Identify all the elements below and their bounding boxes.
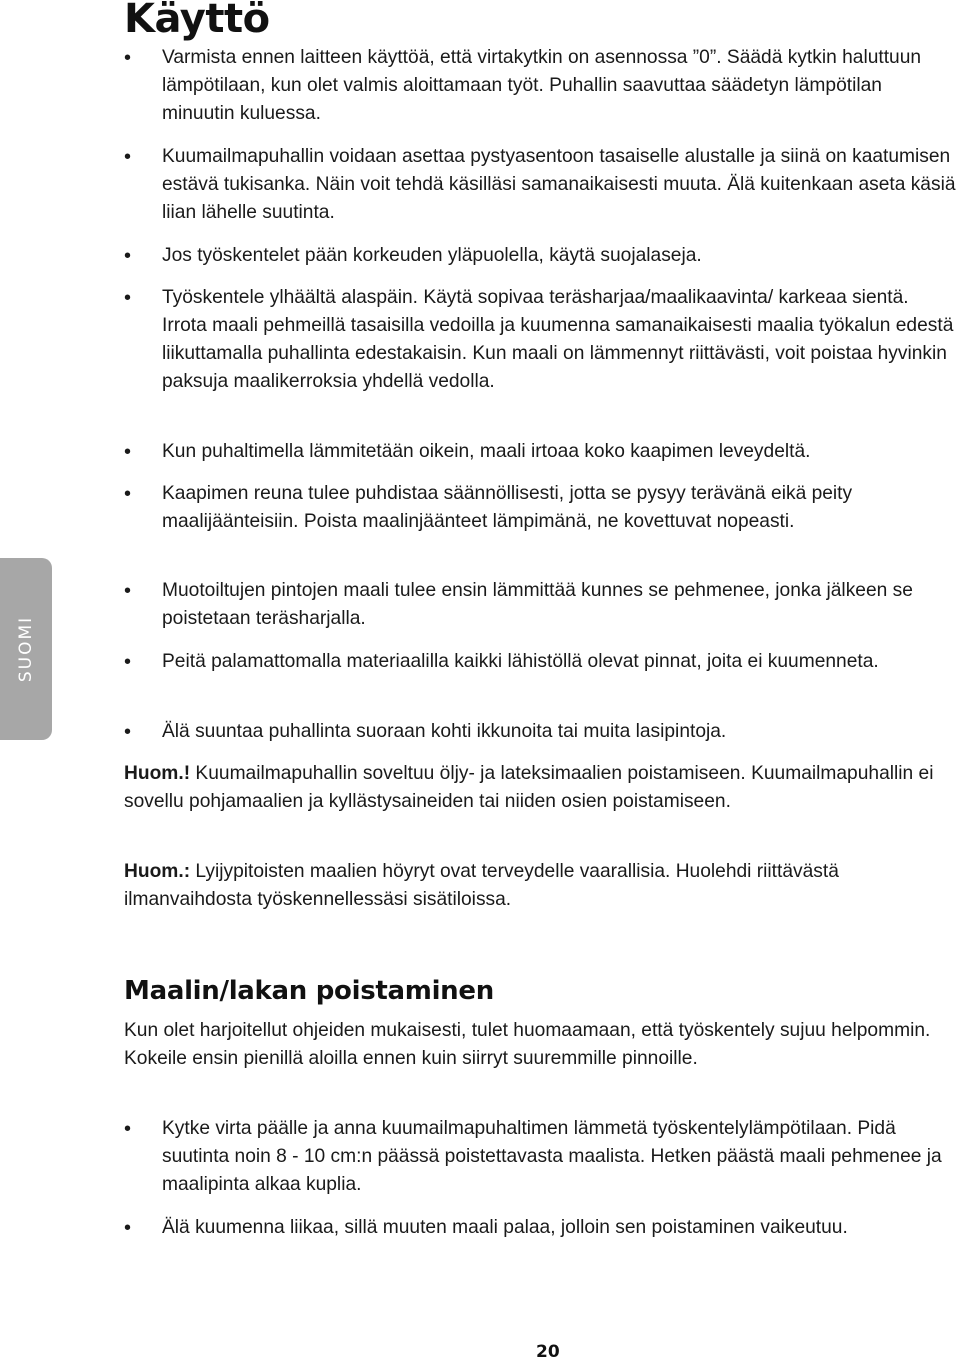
bullet-mark: • (124, 483, 132, 505)
bullet-text: Työskentele ylhäältä alaspäin. Käytä sopivaa teräsharjaa/maalikaavinta/ karkeaa sientä. Irrota maali pehmeillä tasaisilla vedoilla ja kuumenna samanaikaisesti maalia työkalun edestä liikuttamalla puhallinta edestakaisin. Kun maali on lämmennyt riittävästi, voit poistaa hyvinkin paksuja maalikerroksia yhdellä vedolla. (162, 287, 954, 392)
bullet-mark: • (124, 146, 132, 168)
bullet-text: Älä suuntaa puhallinta suoraan kohti ikkunoita tai muita lasipintoja. (162, 721, 727, 742)
section-title-paint-removal: Maalin/lakan poistaminen (124, 976, 494, 1006)
bullet-mark: • (124, 287, 132, 309)
section-intro: Kun olet harjoitellut ohjeiden mukaisesti, tulet huomaamaan, että työskentely sujuu helpommin. Kokeile ensin pienillä aloilla ennen kuin siirryt suuremmille pinnoille. (124, 1020, 931, 1069)
bullet-text: Kun puhaltimella lämmitetään oikein, maali irtoaa koko kaapimen leveydeltä. (162, 441, 811, 462)
bullet-text: Kytke virta päälle ja anna kuumailmapuhaltimen lämmetä työskentelylämpötilaan. Pidä suutinta noin 8 - 10 cm:n päässä poistettavasta maalista. Hetken päästä maali pehmenee ja maalipinta alkaa kuplia. (162, 1118, 942, 1195)
note-paint-types (124, 760, 954, 816)
bullet-text: Muotoiltujen pintojen maali tulee ensin lämmittää kunnes se pehmenee, jonka jälkeen se poistetaan teräsharjalla. (162, 580, 913, 629)
page-number: 20 (536, 1342, 560, 1362)
bullet-mark: • (124, 721, 132, 743)
bullet-mark: • (124, 1217, 132, 1239)
note-label: Huom.: (124, 861, 191, 882)
bullet-mark: • (124, 1118, 132, 1140)
bullet-text: Kuumailmapuhallin voidaan asettaa pystyasentoon tasaiselle alustalle ja siinä on kaatumisen estävä tukisanka. Näin voit tehdä käsilläsi samanaikaisesti muuta. Älä kuitenkaan aseta käsiä liian lähelle suutinta. (162, 146, 956, 223)
section-title-kaytto: Käyttö (124, 0, 270, 42)
language-tab-label: SUOMI (16, 615, 36, 683)
bullet-text: Varmista ennen laitteen käyttöä, että virtakytkin on asennossa ”0”. Säädä kytkin haluttuun lämpötilaan, kun olet valmis aloittamaan työt. Puhallin saavuttaa säädetyn lämpötilan minuutin kuluessa. (162, 47, 922, 124)
note-text: Lyijypitoisten maalien höyryt ovat terveydelle vaarallisia. Huolehdi riittävästä ilmanvaihdosta työskennellessäsi sisätiloissa. (124, 861, 839, 910)
bullet-mark: • (124, 580, 132, 602)
note-text: Kuumailmapuhallin soveltuu öljy- ja lateksimaalien poistamiseen. Kuumailmapuhallin ei sovellu pohjamaalien ja kyllästysaineiden tai niiden osien poistamiseen. (124, 763, 934, 812)
note-lead-warning (124, 858, 954, 914)
bullet-mark: • (124, 441, 132, 463)
language-tab (0, 558, 52, 740)
bullet-mark: • (124, 245, 132, 267)
bullet-text: Peitä palamattomalla materiaalilla kaikki lähistöllä olevat pinnat, joita ei kuumenneta. (162, 651, 879, 672)
bullet-mark: • (124, 651, 132, 673)
bullet-text: Älä kuumenna liikaa, sillä muuten maali palaa, jolloin sen poistaminen vaikeutuu. (162, 1217, 848, 1238)
bullet-text: Kaapimen reuna tulee puhdistaa säännöllisesti, jotta se pysyy terävänä eikä peity maalijäänteisiin. Poista maalinjäänteet lämpimänä, ne kovettuvat nopeasti. (162, 483, 853, 532)
bullet-mark: • (124, 47, 132, 69)
bullet-text: Jos työskentelet pään korkeuden yläpuolella, käytä suojalaseja. (162, 245, 702, 266)
note-label: Huom.! (124, 763, 191, 784)
